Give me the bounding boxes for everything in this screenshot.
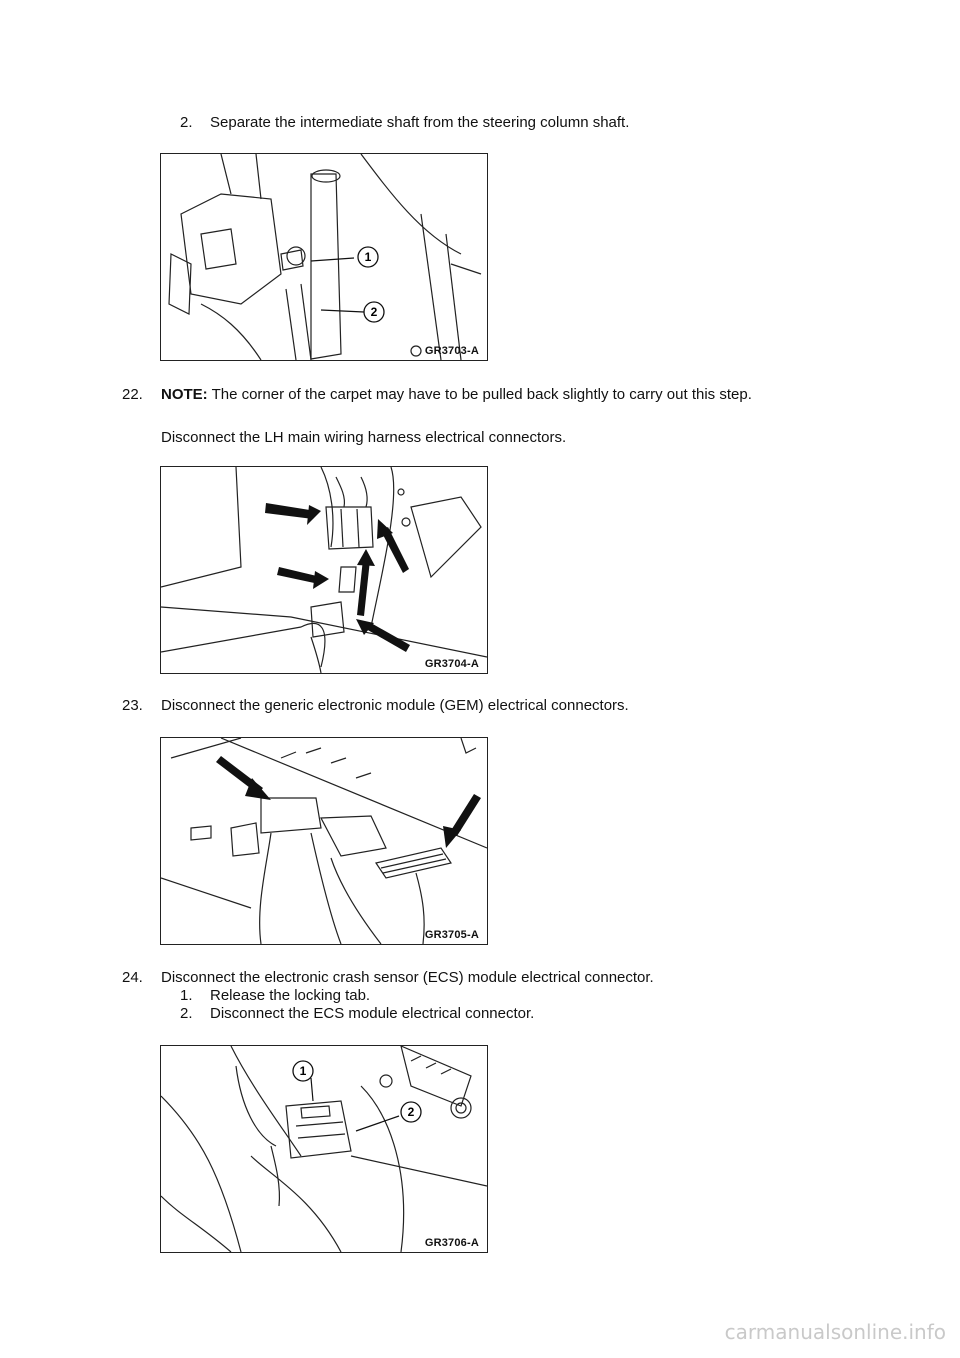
substep-number: 1.: [180, 987, 193, 1004]
note-line: [161, 386, 752, 404]
callout-2: 2: [407, 1105, 415, 1119]
step-text: Disconnect the electronic crash sensor (ECS) module electrical connector.: [161, 969, 654, 986]
wiring-harness-illustration: [161, 467, 487, 673]
figure-gr3705: [160, 737, 488, 945]
figure-label: GR3704-A: [424, 658, 479, 670]
steering-shaft-illustration: [161, 154, 487, 360]
step-text: Disconnect the generic electronic module (GEM) electrical connectors.: [161, 697, 629, 714]
figure-gr3703: [160, 153, 488, 361]
substep-number: 2.: [180, 114, 193, 131]
ecs-connector-illustration: [161, 1046, 487, 1252]
callout-1: 1: [364, 250, 372, 264]
figure-gr3704: [160, 466, 488, 674]
figure-label: GR3705-A: [424, 929, 479, 941]
figure-label: GR3703-A: [424, 345, 479, 357]
step-number: 24.: [122, 969, 143, 986]
step-number: 23.: [122, 697, 143, 714]
substep-text: Separate the intermediate shaft from the steering column shaft.: [210, 114, 630, 131]
substep-text: Disconnect the ECS module electrical connector.: [210, 1005, 535, 1022]
note-text: The corner of the carpet may have to be pulled back slightly to carry out this step.: [211, 386, 752, 403]
callout-2: 2: [370, 305, 378, 319]
substep-text: Release the locking tab.: [210, 987, 371, 1004]
figure-label: GR3706-A: [424, 1237, 479, 1249]
figure-gr3706: [160, 1045, 488, 1253]
step-text: Disconnect the LH main wiring harness electrical connectors.: [161, 429, 567, 446]
gem-connectors-illustration: [161, 738, 487, 944]
step-number: 22.: [122, 386, 143, 403]
substep-number: 2.: [180, 1005, 193, 1022]
callout-1: 1: [299, 1064, 307, 1078]
footer-watermark: carmanualsonline.info: [724, 1320, 946, 1344]
note-label: NOTE:: [161, 386, 208, 403]
